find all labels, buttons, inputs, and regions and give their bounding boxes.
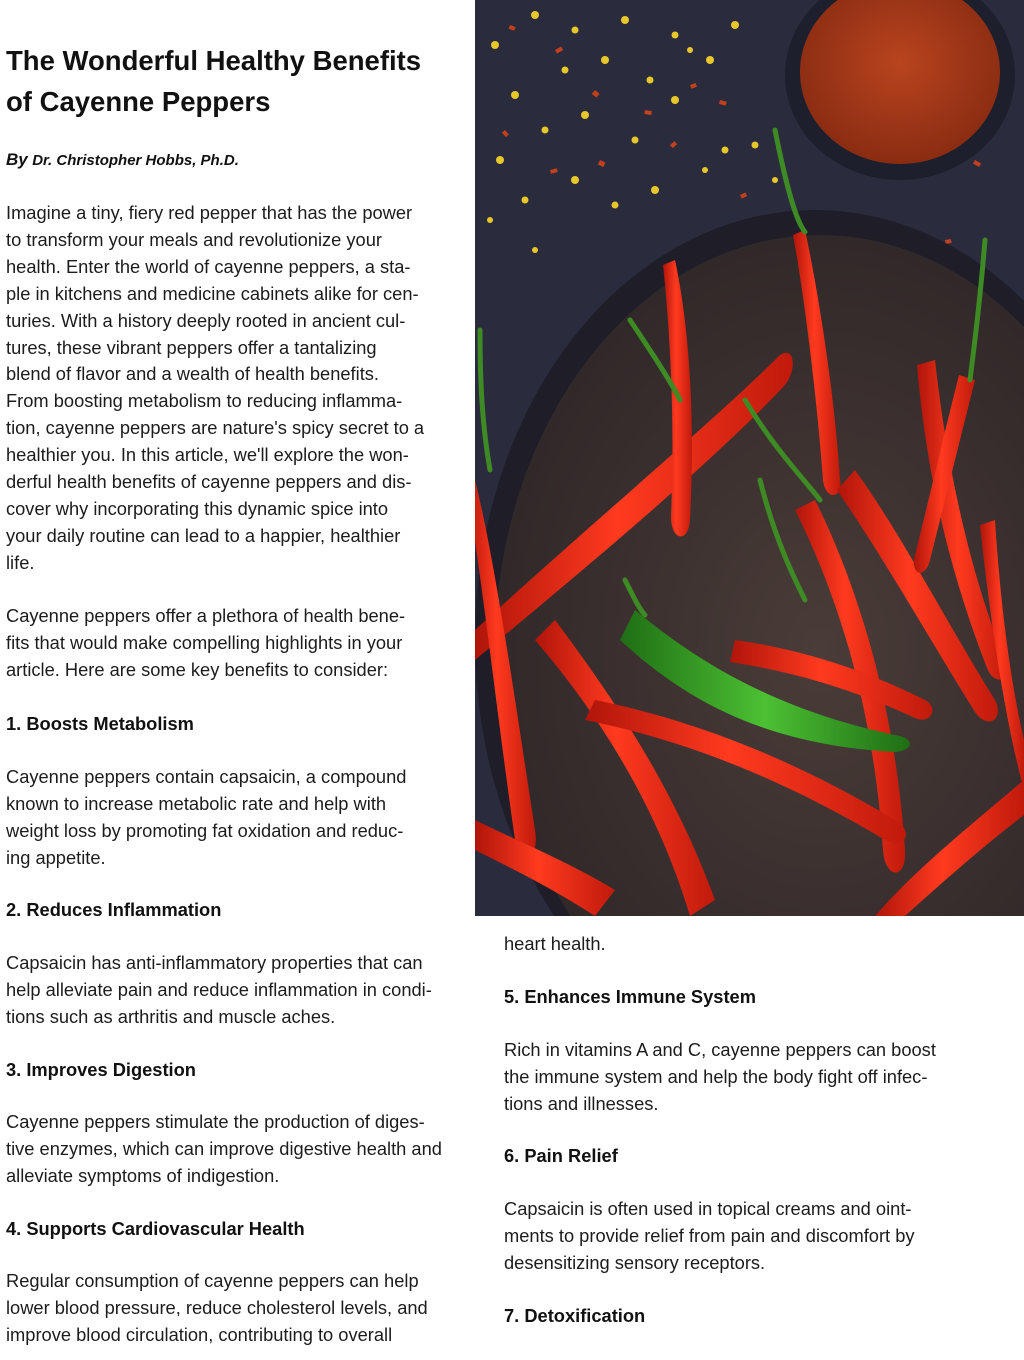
byline bbox=[6, 150, 239, 170]
benefit-2-heading: 2. Reduces Inflammation bbox=[6, 899, 222, 920]
benefit-2-text: Capsaicin has anti-inflammatory properties that can help alleviate pain and reduce inflammation in condi- tions such as arthritis and muscle aches. bbox=[6, 952, 432, 1027]
title-line-1: The Wonderful Healthy Benefits bbox=[6, 45, 422, 76]
author-name: Dr. Christopher Hobbs, Ph.D. bbox=[32, 152, 239, 169]
benefit-6-text: Capsaicin is often used in topical creams and oint- ments to provide relief from pain and discomfort by desensitizing sensory receptors. bbox=[504, 1198, 915, 1273]
title-line-2: of Cayenne Peppers bbox=[6, 86, 271, 117]
overview-paragraph: Cayenne peppers offer a plethora of health bene- fits that would make compelling highlights in your article. Here are some key benefits to consider: bbox=[6, 605, 406, 680]
benefit-1-heading: 1. Boosts Metabolism bbox=[6, 713, 194, 734]
cayenne-peppers-photo bbox=[475, 0, 1024, 916]
benefit-4-continuation: heart health. bbox=[504, 933, 606, 954]
benefit-1-text: Cayenne peppers contain capsaicin, a compound known to increase metabolic rate and help with weight loss by promoting fat oxidation and reduc- ing appetite. bbox=[6, 766, 407, 868]
article-title bbox=[6, 40, 466, 122]
benefit-5-text: Rich in vitamins A and C, cayenne peppers can boost the immune system and help the body fight off infec- tions and illnesses. bbox=[504, 1039, 936, 1114]
benefit-3-heading: 3. Improves Digestion bbox=[6, 1059, 196, 1080]
benefit-3-text: Cayenne peppers stimulate the production of diges- tive enzymes, which can improve digestive health and alleviate symptoms of indigestion. bbox=[6, 1111, 442, 1186]
benefit-7-heading: 7. Detoxification bbox=[504, 1305, 646, 1326]
benefit-4-text: Regular consumption of cayenne peppers can help lower blood pressure, reduce cholesterol levels, and improve blood circulation, contributing to overall bbox=[6, 1270, 428, 1345]
benefit-6-heading: 6. Pain Relief bbox=[504, 1145, 618, 1166]
byline-prefix: By bbox=[6, 150, 28, 169]
intro-paragraph: Imagine a tiny, fiery red pepper that has the power to transform your meals and revolutionize your health. Enter the world of cayenne peppers, a sta- ple in kitchens and medicine cabinets alike for cen- turies. With a history deeply rooted in ancient cul- tures, these vibrant peppers offer a tantalizing blend of flavor and a wealth of health benefits. From boosting metabolism to reducing inflamma- tion, cayenne peppers are nature's spicy secret to a healthier you. In this article, we'll explore the won- derful health benefits of cayenne peppers and dis- cover why incorporating this dynamic spice into your daily routine can lead to a happier, healthier life. bbox=[6, 202, 425, 573]
benefit-4-heading: 4. Supports Cardiovascular Health bbox=[6, 1218, 305, 1239]
benefit-5-heading: 5. Enhances Immune System bbox=[504, 986, 756, 1007]
